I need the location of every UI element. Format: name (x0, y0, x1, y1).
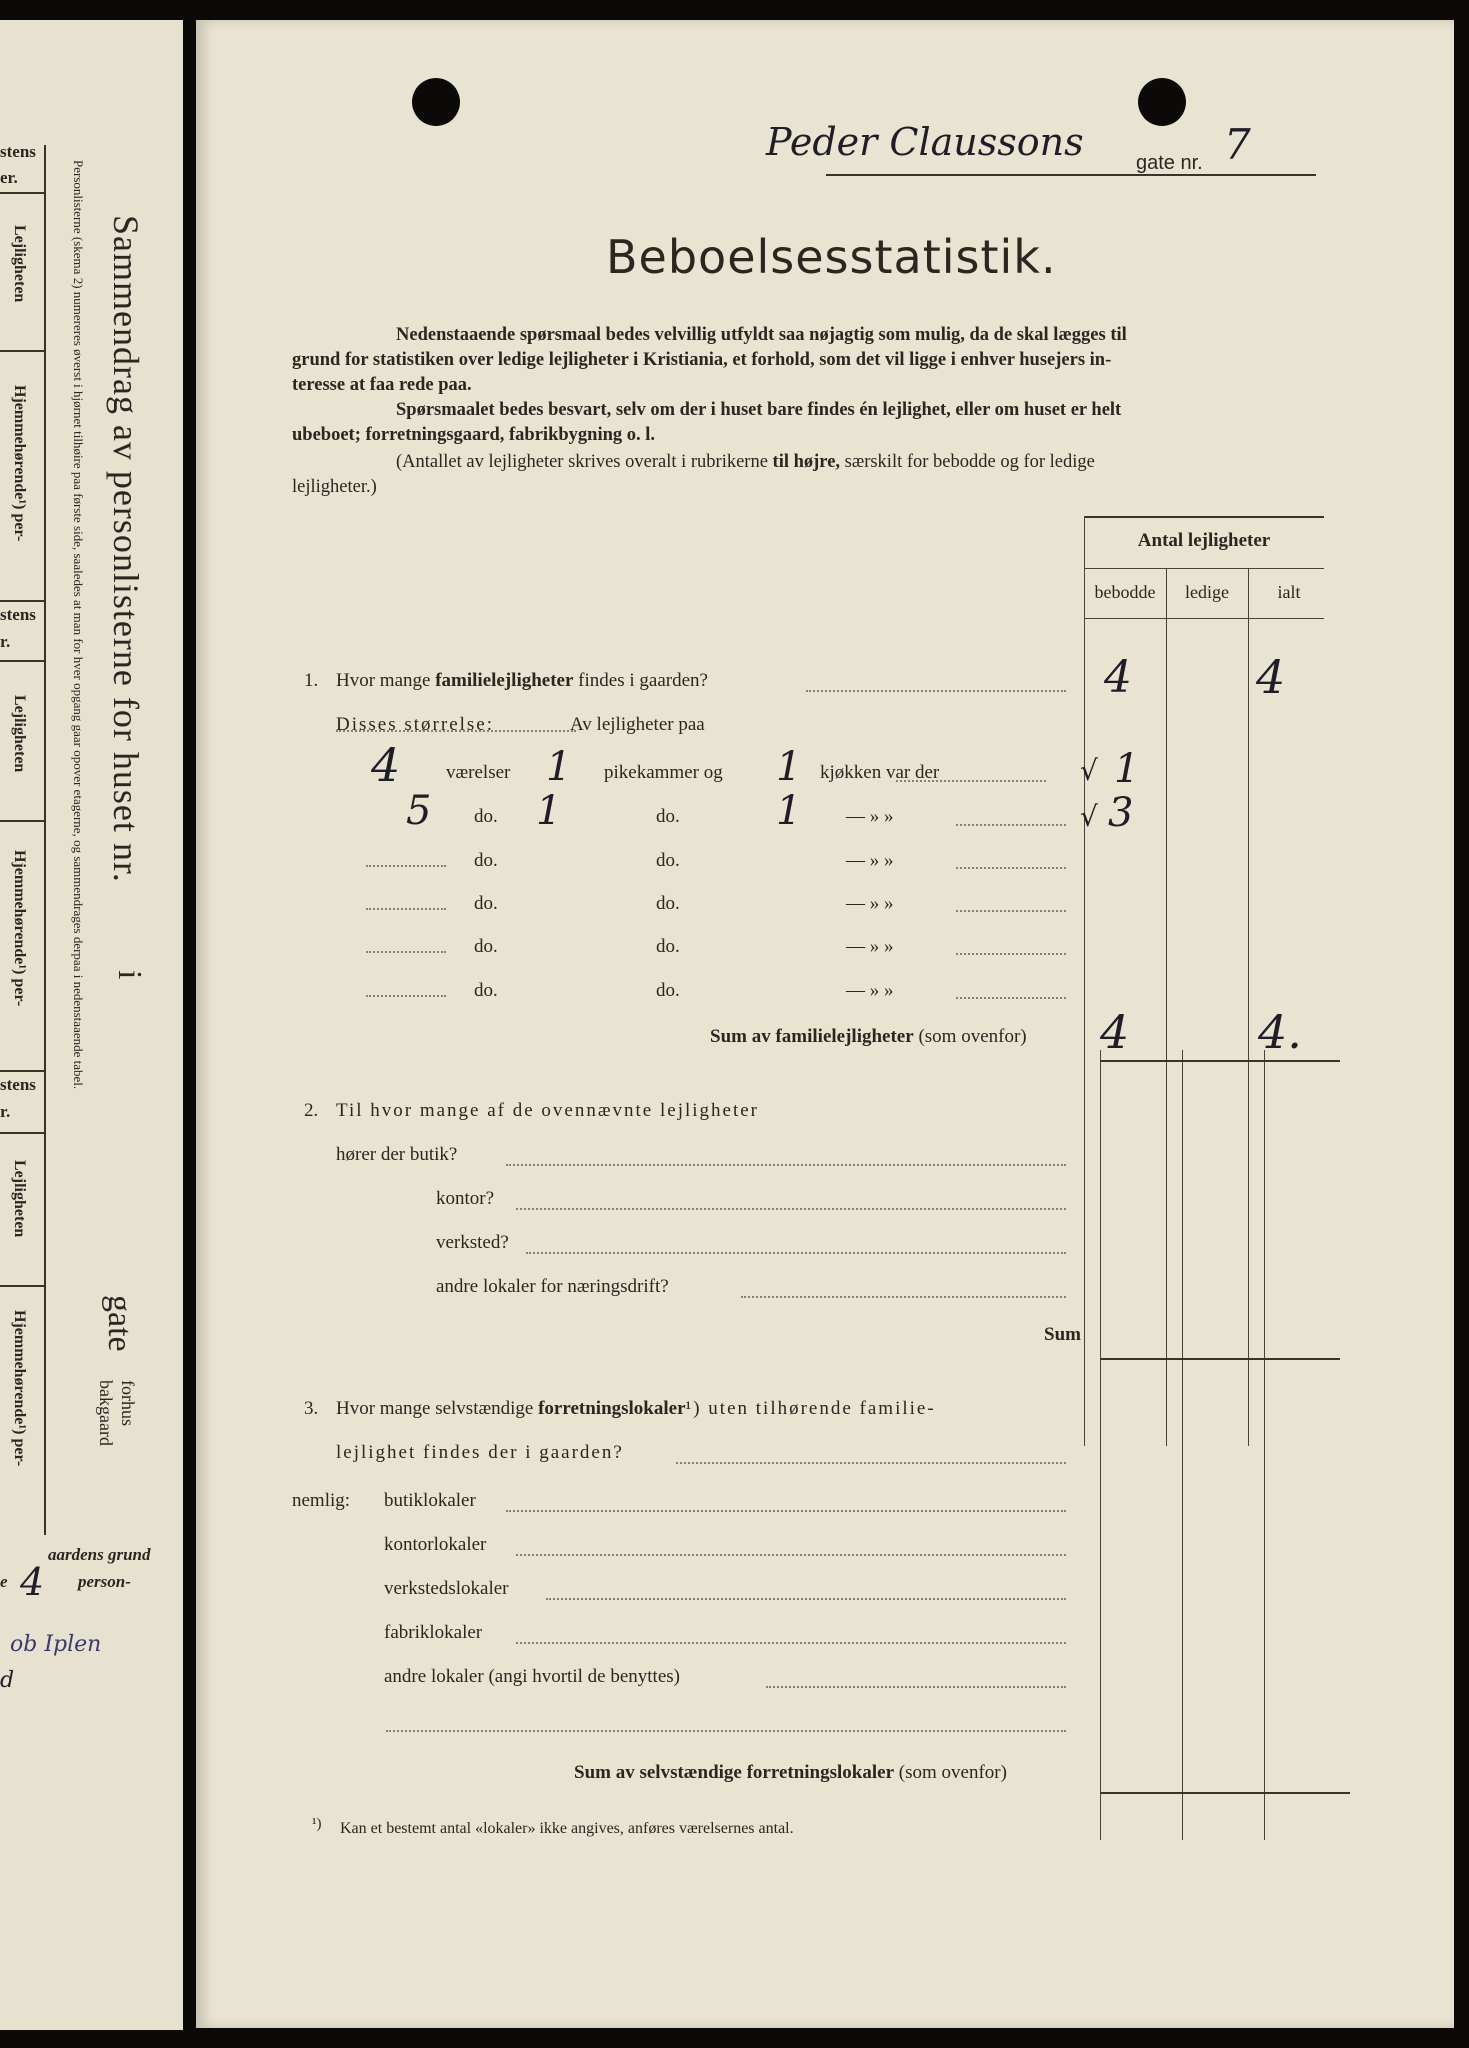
table-top-rule (1084, 516, 1324, 518)
nemlig-label: nemlig: (292, 1490, 351, 1511)
divider (0, 1132, 45, 1134)
q3-part: Hvor mange selvstændige (336, 1398, 534, 1419)
col-header-ledige: ledige (1185, 582, 1229, 602)
q2-item: andre lokaler for næringsdrift? (436, 1276, 669, 1297)
leader-dots (386, 1730, 1066, 1732)
kitchen-label: kjøkken var der (820, 762, 940, 783)
q1-ialt-value: 4 (1256, 650, 1286, 704)
summary-title: Sammendrag av personlisterne for huset nr. (106, 215, 146, 883)
intro-line: Nedenstaaende spørsmaal bedes velvillig utfyldt saa nøjagtig som mulig, da de skal lægges til (396, 325, 1127, 345)
footnote-mark: ¹) (312, 1816, 322, 1832)
kitchen-label: — » » (846, 850, 894, 871)
q2-item: verksted? (436, 1232, 509, 1253)
kitchen-label: — » » (846, 980, 894, 1001)
leader-dots (526, 1252, 1066, 1254)
rooms-label: do. (474, 980, 498, 1001)
rooms-handwritten: 4 (371, 738, 401, 792)
intro-part: (Antallet av lejligheter skrives overalt i rubrikerne (396, 452, 768, 472)
q3-item: andre lokaler (angi hvortil de benyttes) (384, 1666, 680, 1687)
forhus-label: forhus (118, 1380, 138, 1426)
intro-part: til højre, (772, 452, 841, 472)
footnote-text: Kan et bestemt antal «lokaler» ikke angives, anføres værelsernes antal. (340, 1820, 794, 1837)
intro-line: grund for statistiken over ledige lejligheter i Kristiania, et forhold, som det vil ligge i enhver husejers in- (292, 350, 1112, 370)
rooms-label: do. (474, 850, 498, 871)
left-bottom-line: person- (78, 1572, 131, 1591)
left-fragment: stens (0, 1075, 36, 1094)
leader-dots (506, 1510, 1066, 1512)
q1-bebodde-value: 4 (1104, 652, 1132, 703)
divider (0, 820, 45, 822)
summary-title-i: i (111, 970, 148, 980)
q3-text-cont: lejlighet findes der i gaarden? (336, 1442, 624, 1463)
check-mark: √ (1080, 800, 1098, 833)
divider (0, 660, 45, 662)
intro-line (396, 452, 1095, 473)
divider (0, 600, 45, 602)
table-title: Antal lejligheter (1137, 530, 1271, 551)
rooms-label: værelser (446, 762, 511, 783)
row-bebodde-value: 3 (1108, 790, 1134, 836)
q3-sum-label (574, 1762, 1007, 1784)
house-number-handwritten: 7 (1224, 120, 1251, 169)
q3-item: butiklokaler (384, 1490, 476, 1511)
table-rule (1084, 568, 1324, 569)
table-rule (1084, 618, 1324, 619)
left-fragment: r. (0, 632, 11, 651)
col-rule (1182, 1050, 1183, 1840)
maid-room-handwritten: 1 (536, 788, 562, 834)
col-rule (1264, 1050, 1265, 1840)
leader-dots (366, 908, 446, 910)
q2-item: kontor? (436, 1188, 495, 1209)
q2-number: 2. (304, 1100, 319, 1121)
rooms-label: do. (474, 936, 498, 957)
q3-sum-part: Sum av selvstændige forretningslokaler (574, 1762, 895, 1783)
q2-sum-label: Sum (1044, 1324, 1081, 1345)
sizes-label2: Av lejligheter paa (570, 714, 705, 735)
leader-dots (366, 865, 446, 867)
divider (0, 192, 45, 194)
intro-part: særskilt for bebodde og for ledige (844, 452, 1095, 472)
q3-item: verkstedslokaler (384, 1578, 509, 1599)
q3-text (336, 1398, 936, 1420)
leader-dots (546, 1598, 1066, 1600)
left-fragment: stens (0, 142, 36, 161)
q1-sum-label (710, 1026, 1027, 1048)
leader-dots (956, 910, 1066, 912)
leader-dots (506, 1164, 1066, 1166)
rooms-handwritten: 5 (406, 788, 432, 834)
left-col-label: Hjemmehørende¹) per- (11, 1310, 28, 1467)
left-fragment: stens (0, 605, 36, 624)
handwritten-signature: ob Iplen (10, 1632, 102, 1657)
col-header-ialt: ialt (1277, 582, 1301, 602)
q1-sum-ialt: 4. (1258, 1005, 1302, 1059)
left-col-label: Hjemmehørende¹) per- (11, 850, 28, 1007)
q2-text: Til hvor mange af de ovennævnte lejligheter (336, 1100, 759, 1121)
q1-text (336, 670, 708, 692)
q1-part: familielejligheter (435, 670, 574, 691)
leader-dots (956, 953, 1066, 955)
maid-room-label: do. (656, 936, 680, 957)
maid-room-label: do. (656, 980, 680, 1001)
leader-dots (956, 824, 1066, 826)
leader-dots (336, 730, 576, 732)
q3-number: 3. (304, 1398, 319, 1419)
handwritten-number: 4 (20, 1560, 45, 1604)
q1-part: Hvor mange (336, 670, 431, 691)
leader-dots (896, 780, 1046, 782)
left-col-label: Lejligheten (11, 225, 28, 303)
left-col-label: Hjemmehørende¹) per- (11, 385, 28, 542)
handwritten-fragment: d (0, 1668, 15, 1693)
street-name-handwritten: Peder Claussons (766, 120, 1084, 164)
rooms-label: do. (474, 806, 498, 827)
punch-hole (412, 78, 460, 126)
leader-dots (741, 1296, 1066, 1298)
sum-rule (1100, 1358, 1340, 1360)
q2-item: hører der butik? (336, 1144, 458, 1165)
kitchen-label: — » » (846, 806, 894, 827)
leader-dots (956, 867, 1066, 869)
vertical-rule (44, 145, 46, 1535)
left-col-label: Lejligheten (11, 1160, 28, 1238)
row-bebodde-value: 1 (1114, 746, 1140, 792)
maid-room-label: do. (656, 806, 680, 827)
main-page (196, 20, 1454, 2028)
intro-line: Spørsmaalet bedes besvart, selv om der i huset bare findes én lejlighet, eller om huset er helt (396, 400, 1122, 420)
leader-dots (366, 995, 446, 997)
left-page-strip (0, 20, 183, 2030)
left-fragment: er. (0, 168, 18, 187)
divider (0, 1285, 45, 1287)
sum-rule (1100, 1792, 1350, 1794)
q3-item: fabriklokaler (384, 1622, 483, 1643)
q1-part: findes i gaarden? (578, 670, 708, 691)
intro-line: teresse at faa rede paa. (292, 375, 472, 395)
leader-dots (676, 1462, 1066, 1464)
col-rule (1100, 1050, 1101, 1840)
leader-dots (516, 1208, 1066, 1210)
q3-part: ¹) uten tilhørende familie- (685, 1398, 936, 1419)
maid-room-handwritten: 1 (546, 744, 572, 790)
kitchen-label: — » » (846, 893, 894, 914)
q1-sum-bebodde: 4 (1100, 1005, 1130, 1059)
divider (0, 1070, 45, 1072)
left-bottom-line: e (0, 1572, 8, 1591)
leader-dots (956, 997, 1066, 999)
summary-title-gate: gate (101, 1295, 138, 1352)
kitchen-label: — » » (846, 936, 894, 957)
maid-room-label: do. (656, 893, 680, 914)
bakgaard-label: bakgaard (96, 1380, 116, 1446)
leader-dots (516, 1554, 1066, 1556)
q1-number: 1. (304, 670, 319, 691)
divider (0, 350, 45, 352)
left-fragment: r. (0, 1102, 11, 1121)
leader-dots (366, 951, 446, 953)
page-title: Beboelsesstatistik. (606, 230, 1057, 284)
intro-line: lejligheter.) (292, 477, 377, 497)
kitchen-handwritten: 1 (776, 788, 802, 834)
q3-item: kontorlokaler (384, 1534, 487, 1555)
left-bottom-line: aardens grund (48, 1545, 151, 1564)
address-underline (826, 174, 1316, 176)
q3-part: forretningslokaler (538, 1398, 686, 1419)
col-header-bebodde: bebodde (1094, 582, 1156, 602)
q1-sum-part: (som ovenfor) (918, 1026, 1027, 1047)
q3-sum-part: (som ovenfor) (898, 1762, 1007, 1783)
sizes-label: Disses størrelse: (336, 714, 495, 735)
size-row (196, 738, 1446, 800)
maid-room-label: do. (656, 850, 680, 871)
rooms-label: do. (474, 893, 498, 914)
maid-room-label: pikekammer og (604, 762, 723, 783)
q1-sum-part: Sum av familielejligheter (710, 1026, 914, 1047)
intro-line: ubeboet; forretningsgaard, fabrikbygning o. l. (292, 425, 656, 445)
leader-dots (806, 690, 1066, 692)
sum-rule (1100, 1060, 1340, 1062)
punch-hole (1138, 78, 1186, 126)
left-col-label: Lejligheten (11, 695, 28, 773)
size-row (196, 788, 1446, 844)
gate-nr-label: gate nr. (1136, 152, 1203, 174)
instructions-text: Personlisterne (skema 2) numereres øverst i hjørnet tilhøire paa første side, saaledes at man for hver opgang gaar opover etagerne, og sammendrages derpaa i nedenstaaende tabel. (71, 160, 86, 1090)
kitchen-handwritten: 1 (776, 744, 802, 790)
check-mark: √ (1080, 754, 1098, 787)
leader-dots (516, 1642, 1066, 1644)
leader-dots (766, 1686, 1066, 1688)
